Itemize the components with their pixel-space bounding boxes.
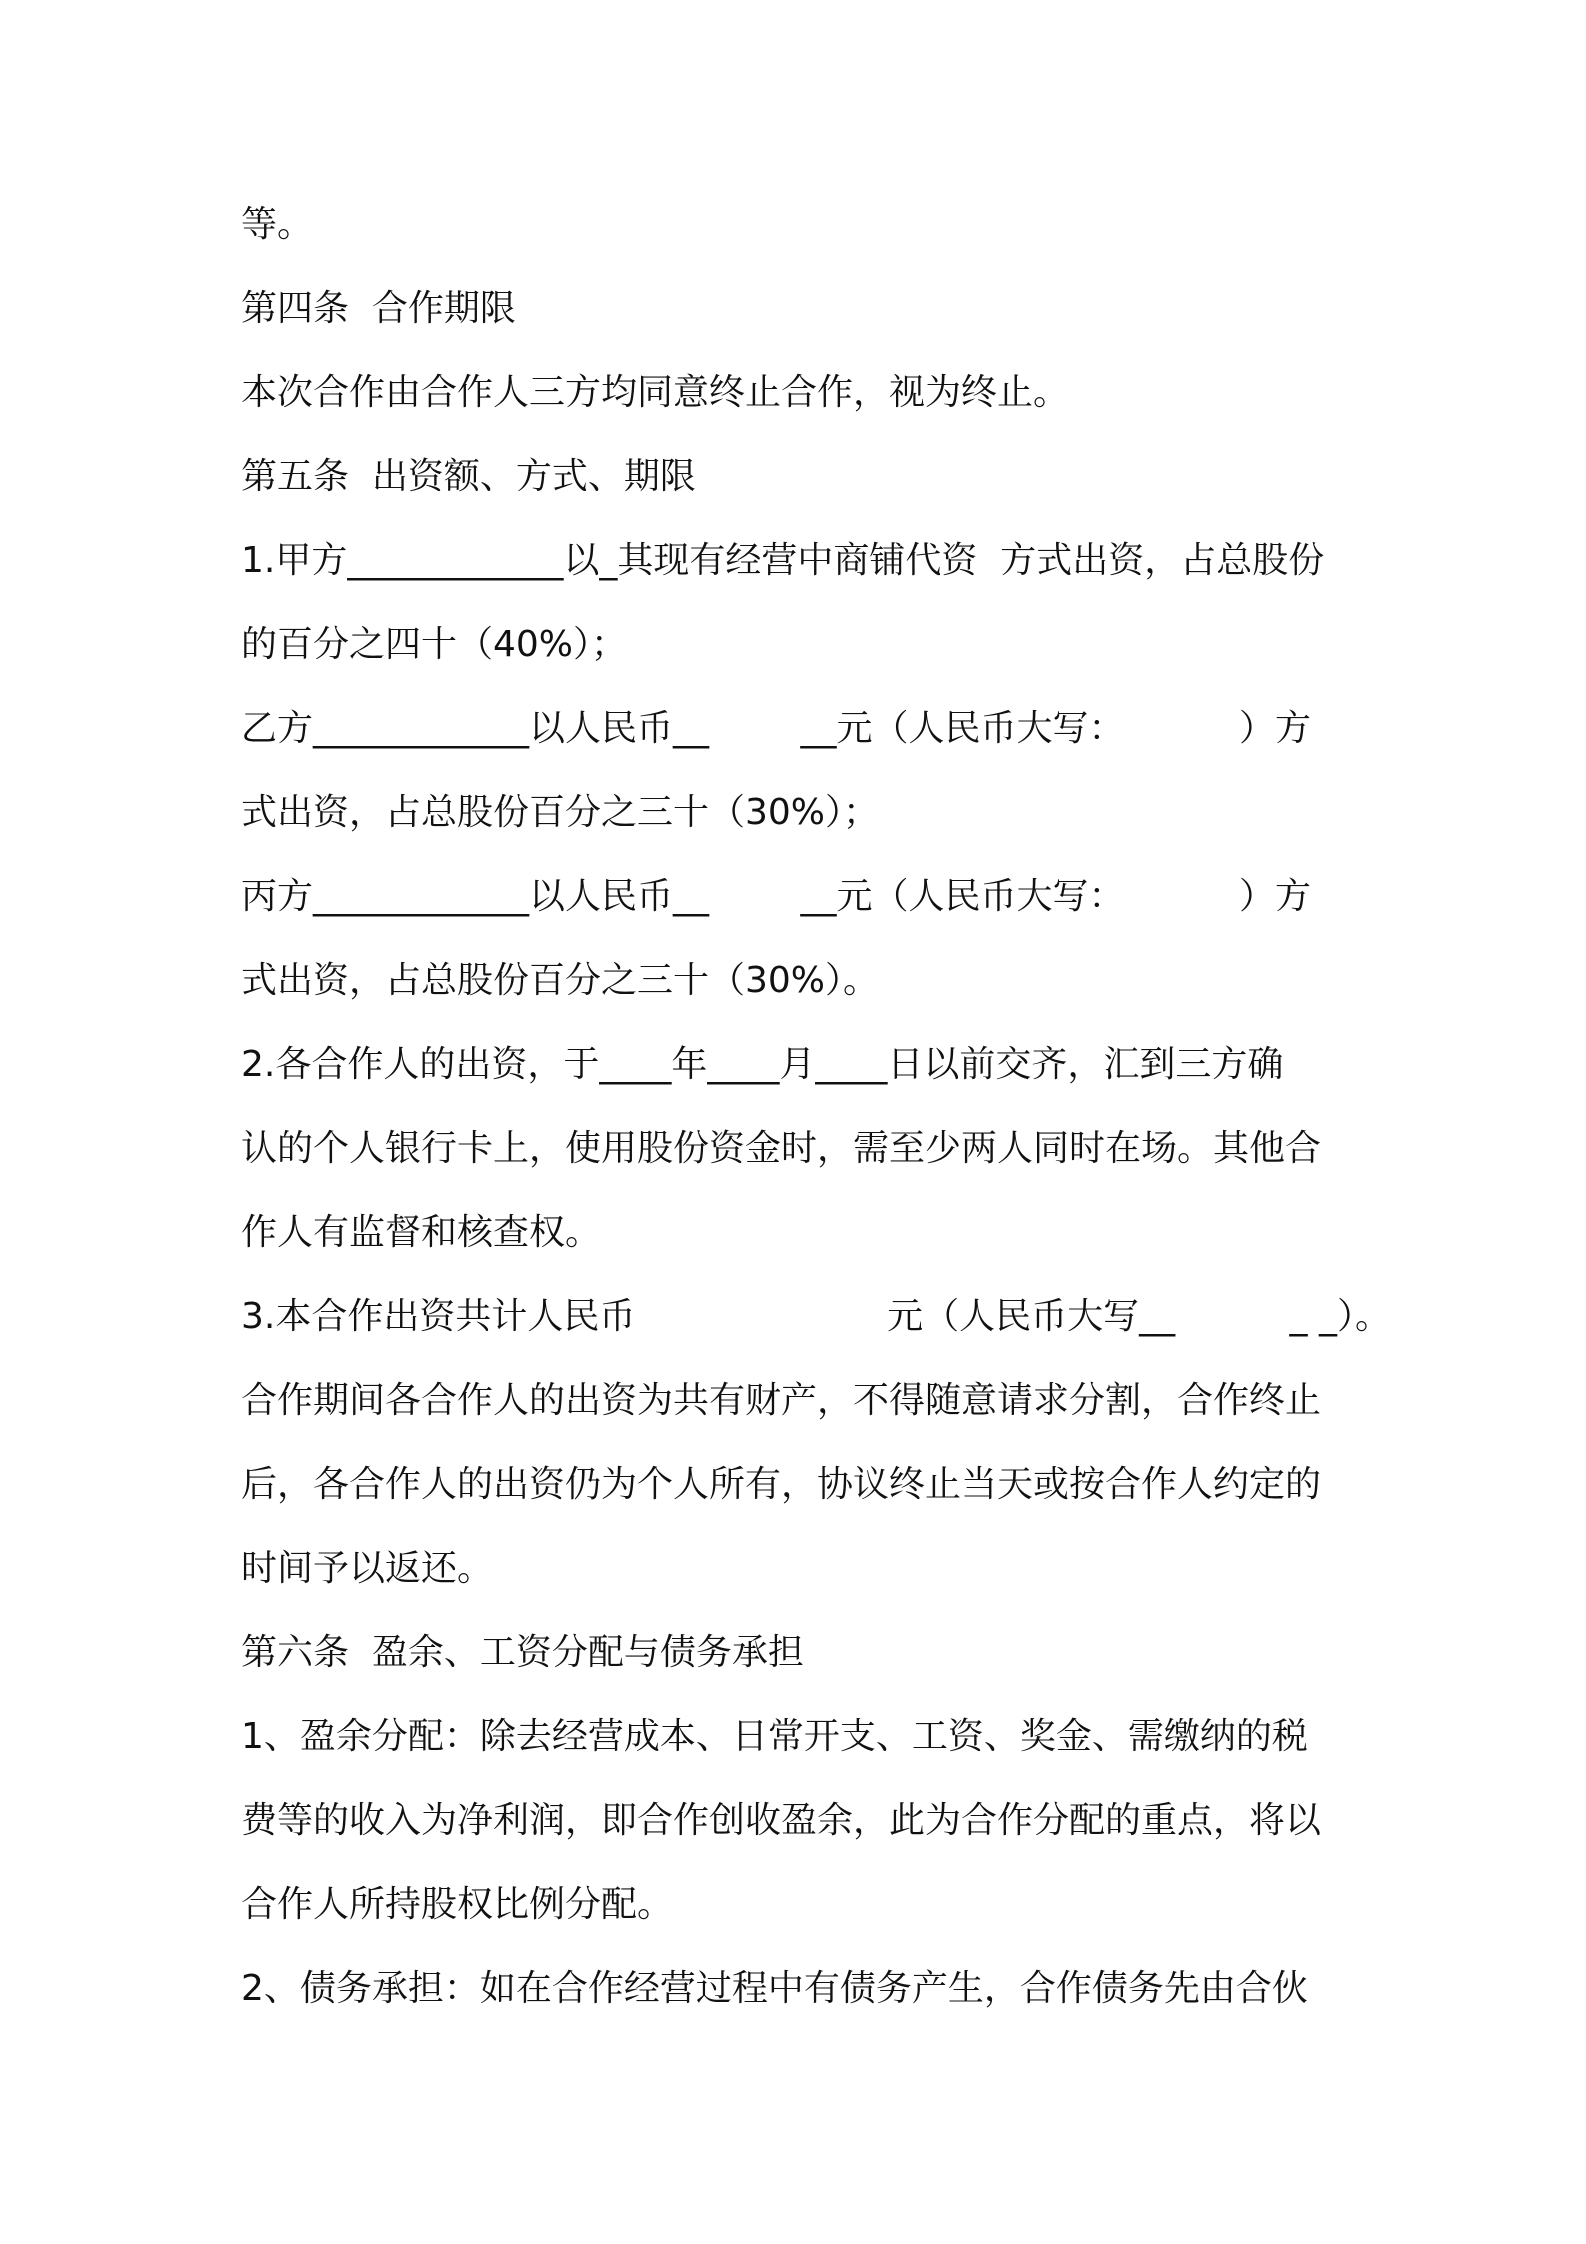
text-line: 3.本合作出资共计人民币 元（人民币大写__ _ _）。 bbox=[241, 1296, 1391, 1337]
text-line: 认的个人银行卡上，使用股份资金时，需至少两人同时在场。其他合 bbox=[241, 1128, 1322, 1169]
text-line: 式出资，占总股份百分之三十（30%）。 bbox=[241, 960, 880, 1001]
text-line: 2.各合作人的出资，于____年____月____日以前交齐，汇到三方确 bbox=[241, 1044, 1284, 1085]
text-line: 合作人所持股权比例分配。 bbox=[241, 1884, 674, 1925]
text-line: 后，各合作人的出资仍为个人所有，协议终止当天或按合作人约定的 bbox=[241, 1464, 1322, 1505]
article-heading-6: 第六条 盈余、工资分配与债务承担 bbox=[241, 1632, 804, 1673]
article-heading-5: 第五条 出资额、方式、期限 bbox=[241, 456, 696, 497]
text-line: 丙方____________以人民币__ __元（人民币大写： ）方 bbox=[241, 876, 1311, 917]
text-line: 乙方____________以人民币__ __元（人民币大写： ）方 bbox=[241, 708, 1311, 749]
text-line: 作人有监督和核查权。 bbox=[241, 1212, 602, 1253]
text-line: 1、盈余分配：除去经营成本、日常开支、工资、奖金、需缴纳的税 bbox=[241, 1716, 1308, 1757]
text-line: 的百分之四十（40%）； bbox=[241, 624, 628, 665]
text-line: 合作期间各合作人的出资为共有财产，不得随意请求分割，合作终止 bbox=[241, 1380, 1322, 1421]
text-line: 本次合作由合作人三方均同意终止合作，视为终止。 bbox=[241, 372, 1070, 413]
text-line: 2、债务承担：如在合作经营过程中有债务产生，合作债务先由合伙 bbox=[241, 1968, 1308, 2009]
text-line: 式出资，占总股份百分之三十（30%）； bbox=[241, 792, 880, 833]
article-heading-4: 第四条 合作期限 bbox=[241, 288, 516, 329]
text-line: 费等的收入为净利润，即合作创收盈余，此为合作分配的重点，将以 bbox=[241, 1800, 1322, 1841]
text-line: 1.甲方____________以_其现有经营中商铺代资 方式出资，占总股份 bbox=[241, 540, 1325, 581]
text-line: 时间予以返还。 bbox=[241, 1548, 494, 1589]
text-line: 等。 bbox=[241, 204, 314, 245]
